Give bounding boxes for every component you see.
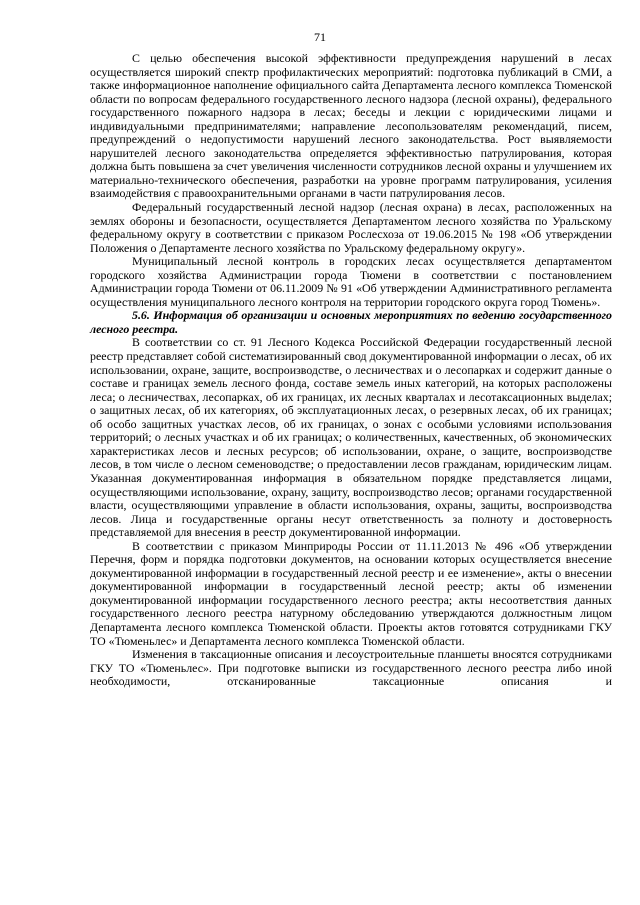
paragraph-municipal-forest-control: Муниципальный лесной контроль в городских лесах осуществляется департаментом городского хозяйства Администрации города Тюмени в соответствии с постановлением Администрации города Тюмени от 06.11.2009 № 91 «Об утверждении Административного регламента осуществления муниципального лесного контроля на территории городского округа город Тюмень».: [90, 254, 612, 309]
paragraph-taxation-changes: Изменения в таксационные описания и лесоустроительные планшеты вносятся сотрудниками ГКУ ТО «Тюменьлес». При подготовке выписки из государственного лесного реестра либо иной необходимости, отсканированные таксационные описания и: [90, 647, 612, 689]
paragraph-forest-registry-definition: В соответствии со ст. 91 Лесного Кодекса Российской Федерации государственный лесной реестр представляет собой систематизированный свод документированной информации о лесах, об их использовании, охране, защите, воспроизводстве, о лесничествах и о лесопарках и содержит данные о составе и границах земель лесного фонда, составе земель иных категорий, на которых расположены леса; о лесничествах, лесопарках, об их границах, их лесных кварталах и лесотаксационных выделах; о защитных лесах, об их категориях, об эксплуатационных лесах, о резервных лесах, об их границах; об особо защитных участках лесов, об их границах, о зонах с особыми условиями использования территорий; о лесных участках и об их границах; о количественных, качественных, об экономических характеристиках лесов и лесных ресурсов; об использовании, охране, о защите, воспроизводстве лесов, в том числе о лесном семеноводстве; о предоставлении лесов гражданам, юридическим лицам. Указанная документированная информация в обязательном порядке представляется лицами, осуществляющими использование, охрану, защиту, воспроизводство лесов; органами государственной власти, осуществляющими управление в области использования, охраны, защиты, воспроизводства лесов. Лица и государственные органы несут ответственность за полноту и достоверность представляемой для внесения в реестр документированной информации.: [90, 335, 612, 540]
paragraph-federal-forest-supervision: Федеральный государственный лесной надзор (лесная охрана) в лесах, расположенных на землях обороны и безопасности, осуществляется Департаментом лесного хозяйства по Уральскому федеральному округу в соответствии с приказом Рослесхоза от 19.06.2015 № 198 «Об утверждении Положения о Департаменте лесного хозяйства по Уральскому федеральному округу».: [90, 200, 612, 255]
document-body: [90, 52, 612, 689]
page-number: 71: [314, 30, 326, 44]
section-heading-forest-registry: 5.6. Информация об организации и основных мероприятиях по ведению государственного лесного реестра.: [90, 308, 612, 336]
paragraph-prevention-measures: С целью обеспечения высокой эффективности предупреждения нарушений в лесах осуществляется широкий спектр профилактических мероприятий: подготовка публикаций в СМИ, а также информационное наполнение официального сайта Департамента лесного комплекса Тюменской области по вопросам федерального государственного лесного надзора (лесной охраны), федерального государственного пожарного надзора в лесах; беседы и лекции с юридическими лицами и индивидуальными предпринимателями; направление лесопользователям рекомендаций, писем, предупреждений о недопустимости нарушений лесного законодательства. Рост выявляемости нарушителей лесного законодательства определяется эффективностью патрулирования, которая должна быть повышена за счет увеличения численности сотрудников лесной охраны и улучшением их материально-технического обеспечения, разработки на уровне программ патрулирования, усиления взаимодействия с правоохранительными органами в части патрулирования лесов.: [90, 51, 613, 201]
paragraph-registry-acts: В соответствии с приказом Минприроды России от 11.11.2013 № 496 «Об утверждении Перечня, форм и порядка подготовки документов, на основании которых осуществляется внесение документированной информации в государственный лесной реестр и ее изменение», акты о внесении документированной информации в государственный лесной реестр; акты об изменении документированной информации государственного лесного реестра; акты несоответствия данных государственного лесного реестра натурному обследованию утверждаются должностным лицом Департамента лесного комплекса Тюменской области. Проекты актов готовятся сотрудниками ГКУ ТО «Тюменьлес» и Департамента лесного комплекса Тюменской области.: [90, 538, 612, 648]
